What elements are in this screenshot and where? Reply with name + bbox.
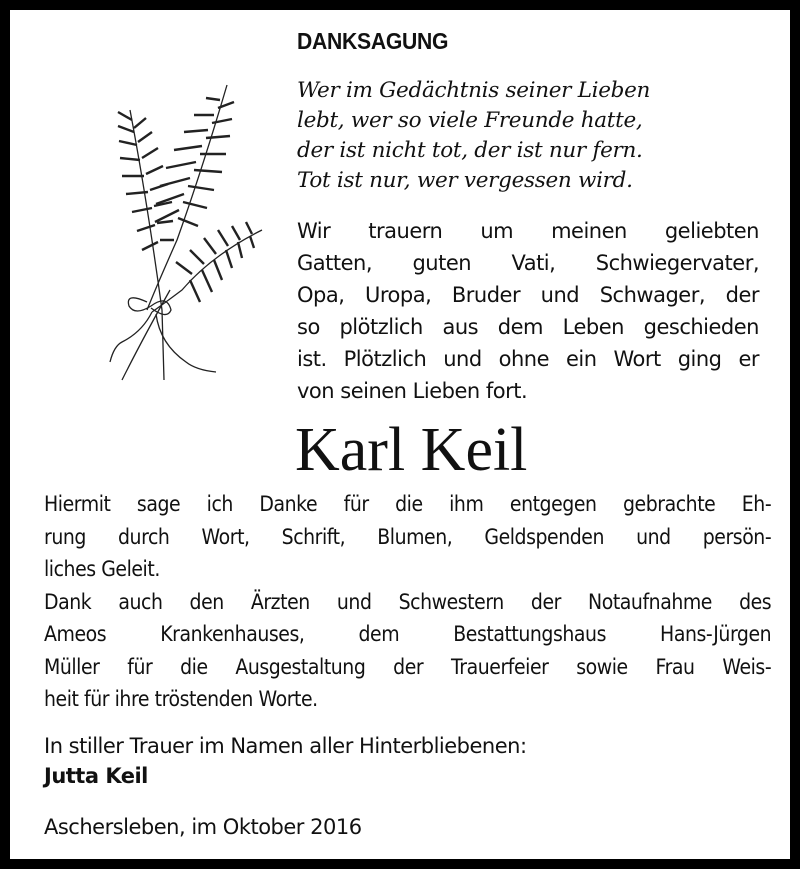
poem-line: Wer im Gedächtnis seiner Lieben	[297, 78, 651, 103]
thanks-paragraph	[44, 488, 772, 716]
fern-bouquet-icon	[52, 80, 272, 400]
paragraph-line: Dank auch den Ärzten und Schwestern der Notaufnahme des	[44, 589, 772, 614]
paragraph-line: Opa, Uropa, Bruder und Schwager, der	[297, 283, 759, 307]
deceased-name: Karl Keil	[295, 416, 528, 484]
heading: DANKSAGUNG	[297, 28, 449, 54]
paragraph-line: von seinen Lieben fort.	[297, 379, 528, 403]
place-date: Aschersleben, im Oktober 2016	[44, 815, 362, 839]
obituary-notice	[10, 10, 790, 859]
paragraph-line: Gatten, guten Vati, Schwiegervater,	[297, 251, 759, 275]
mourning-paragraph	[297, 215, 759, 407]
paragraph-line: ist. Plötzlich und ohne ein Wort ging er	[297, 347, 759, 371]
paragraph-line: Ameos Krankenhauses, dem Bestattungshaus Hans-Jürgen	[44, 622, 772, 646]
paragraph-line: Wir trauern um meinen geliebten	[297, 219, 759, 243]
paragraph-line: Hiermit sage ich Danke für die ihm entgegen gebrachte Eh-	[44, 492, 772, 516]
paragraph-line: heit für ihre tröstenden Worte.	[44, 687, 318, 711]
memorial-poem	[297, 76, 650, 196]
paragraph-line: so plötzlich aus dem Leben geschieden	[297, 315, 759, 339]
paragraph-line: Müller für die Ausgestaltung der Trauerfeier sowie Frau Weis-	[44, 654, 772, 679]
paragraph-line: rung durch Wort, Schrift, Blumen, Geldspenden und persön-	[44, 524, 772, 549]
poem-line: der ist nicht tot, der ist nur fern.	[297, 138, 643, 163]
poem-line: lebt, wer so viele Freunde hatte,	[297, 108, 643, 133]
poem-line: Tot ist nur, wer vergessen wird.	[297, 168, 633, 193]
paragraph-line: liches Geleit.	[44, 557, 160, 581]
closing-line: In stiller Trauer im Namen aller Hinterbliebenen:	[44, 734, 527, 758]
signer-name: Jutta Keil	[44, 764, 148, 788]
